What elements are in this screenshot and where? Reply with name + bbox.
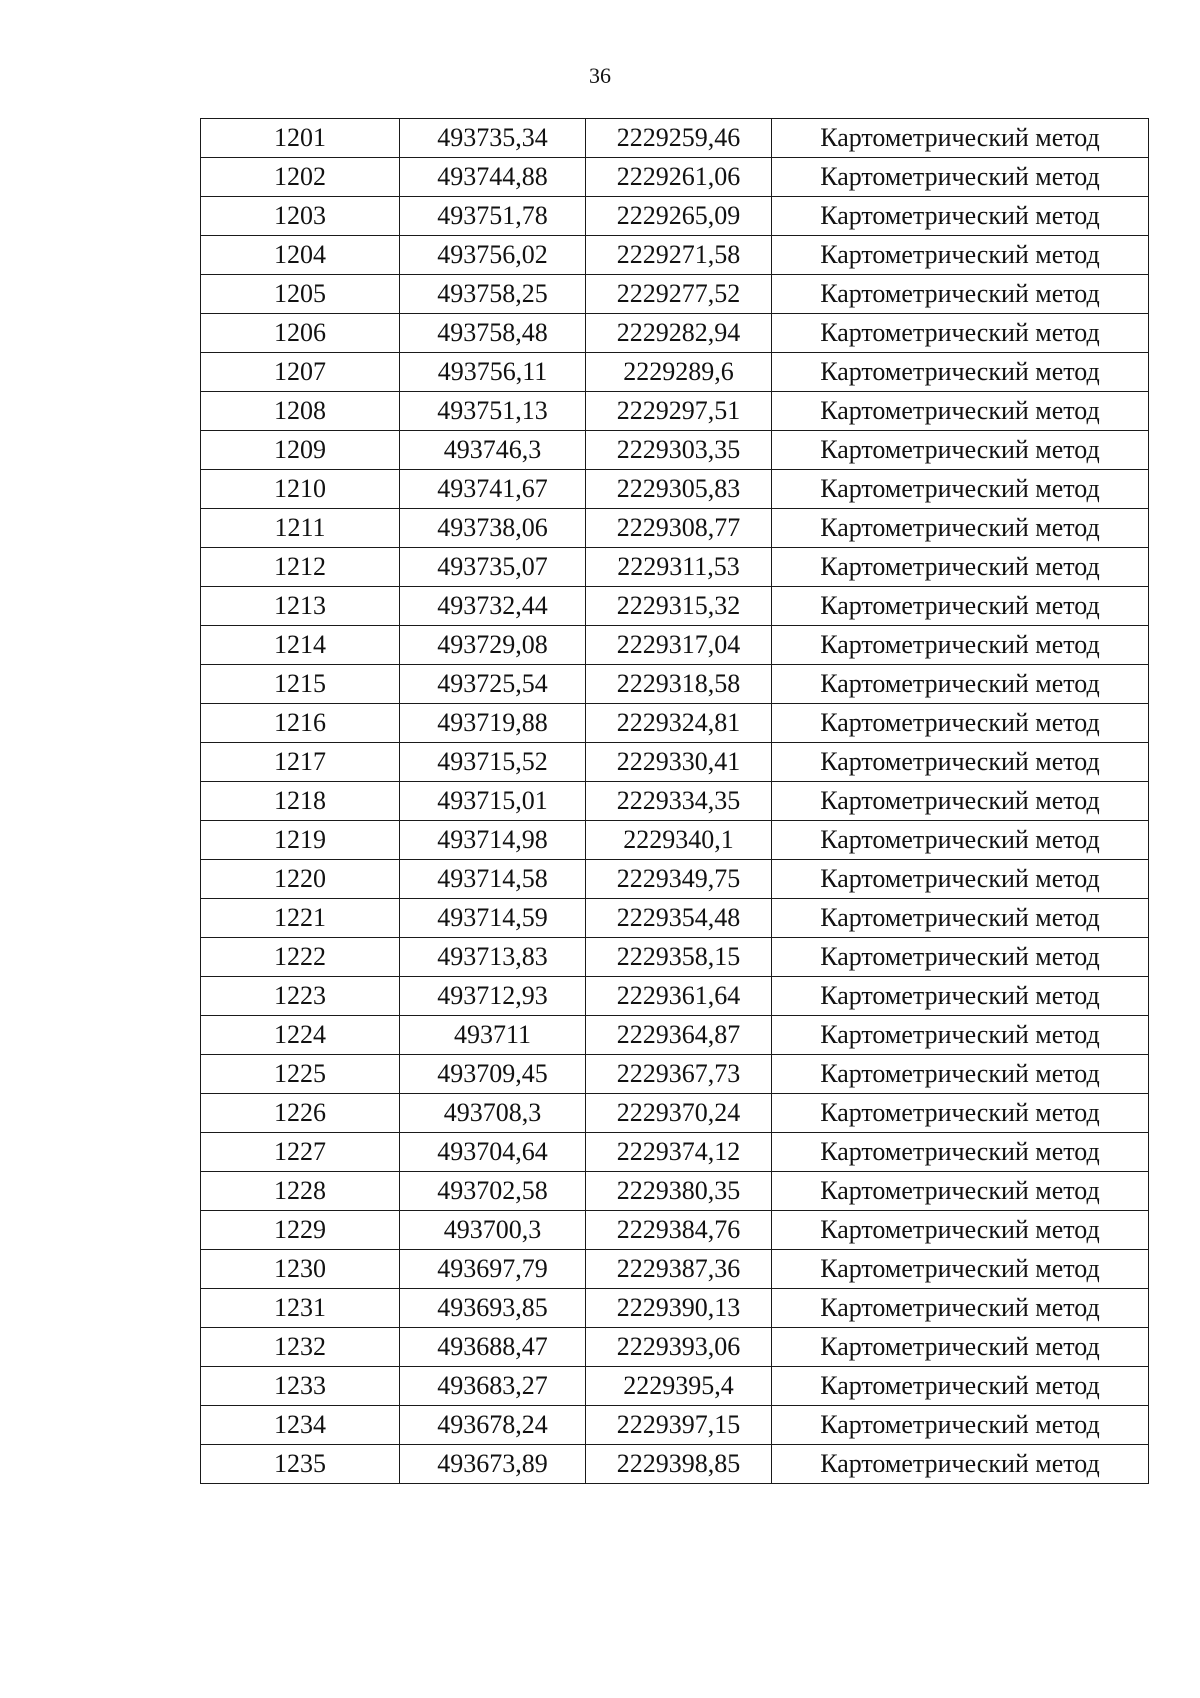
point-number-cell: 1207: [201, 353, 400, 392]
table-row: [201, 236, 1149, 275]
y-coordinate-cell: 2229370,24: [586, 1094, 772, 1133]
x-coordinate-cell: 493744,88: [400, 158, 586, 197]
method-cell: Картометрический метод: [772, 821, 1149, 860]
point-number-cell: 1224: [201, 1016, 400, 1055]
table-row: [201, 782, 1149, 821]
table-row: [201, 1094, 1149, 1133]
method-cell: Картометрический метод: [772, 470, 1149, 509]
x-coordinate-cell: 493678,24: [400, 1406, 586, 1445]
y-coordinate-cell: 2229340,1: [586, 821, 772, 860]
method-cell: Картометрический метод: [772, 119, 1149, 158]
y-coordinate-cell: 2229398,85: [586, 1445, 772, 1484]
table-row: [201, 704, 1149, 743]
y-coordinate-cell: 2229330,41: [586, 743, 772, 782]
method-cell: Картометрический метод: [772, 1289, 1149, 1328]
y-coordinate-cell: 2229395,4: [586, 1367, 772, 1406]
x-coordinate-cell: 493735,07: [400, 548, 586, 587]
table-row: [201, 587, 1149, 626]
x-coordinate-cell: 493758,48: [400, 314, 586, 353]
x-coordinate-cell: 493714,98: [400, 821, 586, 860]
y-coordinate-cell: 2229318,58: [586, 665, 772, 704]
table-row: [201, 1016, 1149, 1055]
table-row: [201, 1172, 1149, 1211]
point-number-cell: 1212: [201, 548, 400, 587]
point-number-cell: 1225: [201, 1055, 400, 1094]
point-number-cell: 1216: [201, 704, 400, 743]
x-coordinate-cell: 493751,13: [400, 392, 586, 431]
point-number-cell: 1235: [201, 1445, 400, 1484]
method-cell: Картометрический метод: [772, 1328, 1149, 1367]
y-coordinate-cell: 2229367,73: [586, 1055, 772, 1094]
method-cell: Картометрический метод: [772, 158, 1149, 197]
x-coordinate-cell: 493712,93: [400, 977, 586, 1016]
method-cell: Картометрический метод: [772, 977, 1149, 1016]
x-coordinate-cell: 493697,79: [400, 1250, 586, 1289]
table-row: [201, 899, 1149, 938]
x-coordinate-cell: 493693,85: [400, 1289, 586, 1328]
point-number-cell: 1218: [201, 782, 400, 821]
method-cell: Картометрический метод: [772, 509, 1149, 548]
x-coordinate-cell: 493714,58: [400, 860, 586, 899]
table-row: [201, 431, 1149, 470]
point-number-cell: 1213: [201, 587, 400, 626]
y-coordinate-cell: 2229387,36: [586, 1250, 772, 1289]
x-coordinate-cell: 493713,83: [400, 938, 586, 977]
table-row: [201, 860, 1149, 899]
x-coordinate-cell: 493738,06: [400, 509, 586, 548]
table-row: [201, 158, 1149, 197]
x-coordinate-cell: 493746,3: [400, 431, 586, 470]
point-number-cell: 1204: [201, 236, 400, 275]
y-coordinate-cell: 2229358,15: [586, 938, 772, 977]
method-cell: Картометрический метод: [772, 1445, 1149, 1484]
point-number-cell: 1233: [201, 1367, 400, 1406]
y-coordinate-cell: 2229361,64: [586, 977, 772, 1016]
table-row: [201, 1055, 1149, 1094]
table-row: [201, 275, 1149, 314]
x-coordinate-cell: 493758,25: [400, 275, 586, 314]
point-number-cell: 1232: [201, 1328, 400, 1367]
method-cell: Картометрический метод: [772, 275, 1149, 314]
table-row: [201, 1367, 1149, 1406]
point-number-cell: 1214: [201, 626, 400, 665]
method-cell: Картометрический метод: [772, 665, 1149, 704]
method-cell: Картометрический метод: [772, 1211, 1149, 1250]
y-coordinate-cell: 2229315,32: [586, 587, 772, 626]
x-coordinate-cell: 493751,78: [400, 197, 586, 236]
method-cell: Картометрический метод: [772, 1406, 1149, 1445]
method-cell: Картометрический метод: [772, 938, 1149, 977]
method-cell: Картометрический метод: [772, 353, 1149, 392]
point-number-cell: 1219: [201, 821, 400, 860]
point-number-cell: 1215: [201, 665, 400, 704]
method-cell: Картометрический метод: [772, 1172, 1149, 1211]
table-row: [201, 1289, 1149, 1328]
table-row: [201, 938, 1149, 977]
method-cell: Картометрический метод: [772, 314, 1149, 353]
y-coordinate-cell: 2229374,12: [586, 1133, 772, 1172]
x-coordinate-cell: 493702,58: [400, 1172, 586, 1211]
table-row: [201, 1211, 1149, 1250]
table-row: [201, 665, 1149, 704]
method-cell: Картометрический метод: [772, 743, 1149, 782]
x-coordinate-cell: 493673,89: [400, 1445, 586, 1484]
table-row: [201, 743, 1149, 782]
table-row: [201, 1133, 1149, 1172]
method-cell: Картометрический метод: [772, 1094, 1149, 1133]
x-coordinate-cell: 493732,44: [400, 587, 586, 626]
method-cell: Картометрический метод: [772, 197, 1149, 236]
y-coordinate-cell: 2229324,81: [586, 704, 772, 743]
y-coordinate-cell: 2229311,53: [586, 548, 772, 587]
point-number-cell: 1206: [201, 314, 400, 353]
method-cell: Картометрический метод: [772, 899, 1149, 938]
method-cell: Картометрический метод: [772, 1016, 1149, 1055]
y-coordinate-cell: 2229317,04: [586, 626, 772, 665]
point-number-cell: 1201: [201, 119, 400, 158]
table-row: [201, 1445, 1149, 1484]
table-row: [201, 509, 1149, 548]
y-coordinate-cell: 2229380,35: [586, 1172, 772, 1211]
x-coordinate-cell: 493741,67: [400, 470, 586, 509]
table-row: [201, 821, 1149, 860]
table-row: [201, 119, 1149, 158]
x-coordinate-cell: 493708,3: [400, 1094, 586, 1133]
table-row: [201, 197, 1149, 236]
point-number-cell: 1221: [201, 899, 400, 938]
x-coordinate-cell: 493725,54: [400, 665, 586, 704]
y-coordinate-cell: 2229265,09: [586, 197, 772, 236]
table-row: [201, 1328, 1149, 1367]
method-cell: Картометрический метод: [772, 782, 1149, 821]
point-number-cell: 1230: [201, 1250, 400, 1289]
point-number-cell: 1210: [201, 470, 400, 509]
y-coordinate-cell: 2229397,15: [586, 1406, 772, 1445]
y-coordinate-cell: 2229364,87: [586, 1016, 772, 1055]
y-coordinate-cell: 2229384,76: [586, 1211, 772, 1250]
point-number-cell: 1228: [201, 1172, 400, 1211]
method-cell: Картометрический метод: [772, 626, 1149, 665]
y-coordinate-cell: 2229303,35: [586, 431, 772, 470]
x-coordinate-cell: 493711: [400, 1016, 586, 1055]
x-coordinate-cell: 493683,27: [400, 1367, 586, 1406]
x-coordinate-cell: 493719,88: [400, 704, 586, 743]
point-number-cell: 1208: [201, 392, 400, 431]
method-cell: Картометрический метод: [772, 587, 1149, 626]
table-row: [201, 353, 1149, 392]
x-coordinate-cell: 493715,01: [400, 782, 586, 821]
y-coordinate-cell: 2229393,06: [586, 1328, 772, 1367]
y-coordinate-cell: 2229305,83: [586, 470, 772, 509]
y-coordinate-cell: 2229308,77: [586, 509, 772, 548]
table-row: [201, 470, 1149, 509]
x-coordinate-cell: 493756,02: [400, 236, 586, 275]
point-number-cell: 1226: [201, 1094, 400, 1133]
table-row: [201, 1250, 1149, 1289]
x-coordinate-cell: 493704,64: [400, 1133, 586, 1172]
coordinates-table-body: [201, 119, 1149, 1484]
y-coordinate-cell: 2229289,6: [586, 353, 772, 392]
point-number-cell: 1220: [201, 860, 400, 899]
point-number-cell: 1223: [201, 977, 400, 1016]
point-number-cell: 1202: [201, 158, 400, 197]
point-number-cell: 1205: [201, 275, 400, 314]
table-row: [201, 314, 1149, 353]
method-cell: Картометрический метод: [772, 860, 1149, 899]
method-cell: Картометрический метод: [772, 1055, 1149, 1094]
page-number: 36: [589, 63, 611, 88]
point-number-cell: 1217: [201, 743, 400, 782]
method-cell: Картометрический метод: [772, 1133, 1149, 1172]
coordinates-table: [200, 118, 1149, 1484]
y-coordinate-cell: 2229390,13: [586, 1289, 772, 1328]
point-number-cell: 1227: [201, 1133, 400, 1172]
y-coordinate-cell: 2229334,35: [586, 782, 772, 821]
x-coordinate-cell: 493715,52: [400, 743, 586, 782]
method-cell: Картометрический метод: [772, 704, 1149, 743]
y-coordinate-cell: 2229349,75: [586, 860, 772, 899]
method-cell: Картометрический метод: [772, 392, 1149, 431]
method-cell: Картометрический метод: [772, 1367, 1149, 1406]
x-coordinate-cell: 493709,45: [400, 1055, 586, 1094]
x-coordinate-cell: 493735,34: [400, 119, 586, 158]
point-number-cell: 1203: [201, 197, 400, 236]
table-row: [201, 626, 1149, 665]
x-coordinate-cell: 493700,3: [400, 1211, 586, 1250]
y-coordinate-cell: 2229354,48: [586, 899, 772, 938]
y-coordinate-cell: 2229297,51: [586, 392, 772, 431]
point-number-cell: 1209: [201, 431, 400, 470]
y-coordinate-cell: 2229259,46: [586, 119, 772, 158]
method-cell: Картометрический метод: [772, 236, 1149, 275]
y-coordinate-cell: 2229261,06: [586, 158, 772, 197]
point-number-cell: 1222: [201, 938, 400, 977]
x-coordinate-cell: 493756,11: [400, 353, 586, 392]
table-row: [201, 1406, 1149, 1445]
x-coordinate-cell: 493714,59: [400, 899, 586, 938]
point-number-cell: 1234: [201, 1406, 400, 1445]
y-coordinate-cell: 2229277,52: [586, 275, 772, 314]
x-coordinate-cell: 493688,47: [400, 1328, 586, 1367]
point-number-cell: 1229: [201, 1211, 400, 1250]
method-cell: Картометрический метод: [772, 431, 1149, 470]
table-row: [201, 977, 1149, 1016]
table-row: [201, 392, 1149, 431]
method-cell: Картометрический метод: [772, 1250, 1149, 1289]
x-coordinate-cell: 493729,08: [400, 626, 586, 665]
point-number-cell: 1231: [201, 1289, 400, 1328]
y-coordinate-cell: 2229282,94: [586, 314, 772, 353]
point-number-cell: 1211: [201, 509, 400, 548]
table-row: [201, 548, 1149, 587]
y-coordinate-cell: 2229271,58: [586, 236, 772, 275]
method-cell: Картометрический метод: [772, 548, 1149, 587]
